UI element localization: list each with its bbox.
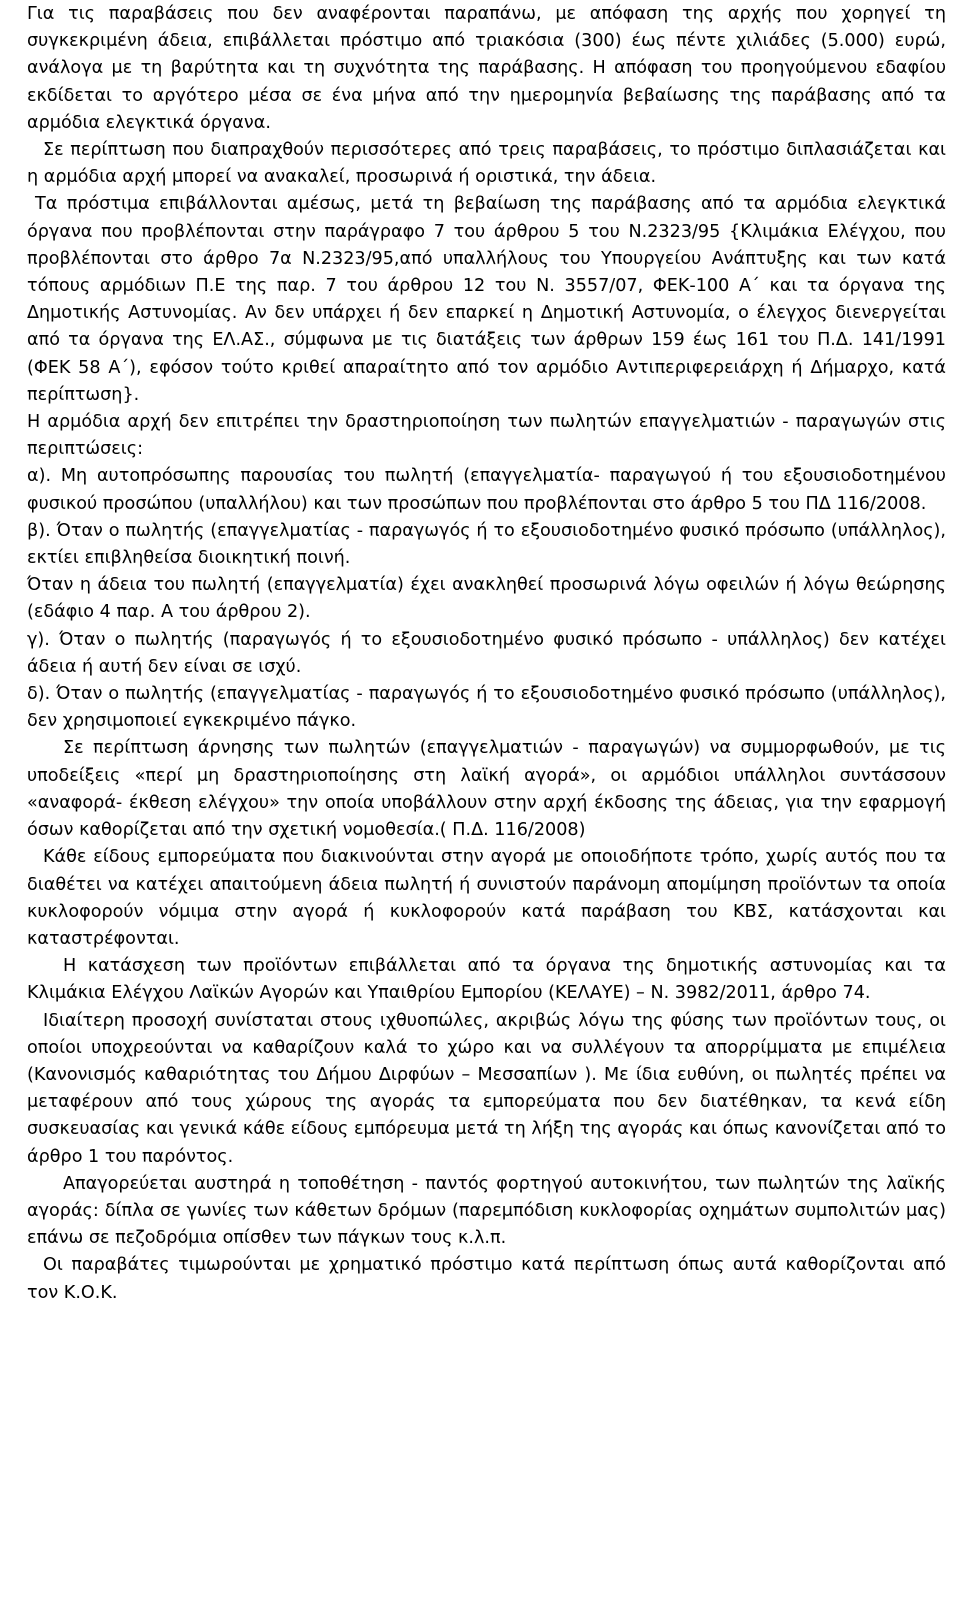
- paragraph-goods-confiscation: Κάθε είδους εμπορεύματα που διακινούνται στην αγορά με οποιοδήποτε τρόπο, χωρίς αυτός που τα διαθέτει να κατέχει απαιτούμενη άδεια πωλητή ή συνιστούν παράνομη απομίμηση προϊόντων τα οποία κυκλοφορούν νόμιμα στην αγορά ή κυκλοφορούν κατά παράβαση του ΚΒΣ, κατάσχονται και καταστρέφονται.: [27, 847, 946, 949]
- paragraph-fines-enforcement: Τα πρόστιμα επιβάλλονται αμέσως, μετά τη βεβαίωση της παράβασης από τα αρμόδια ελεγκτικά όργανα που προβλέπονται στην παράγραφο 7 του άρθρου 5 του Ν.2323/95 {Κλιμάκια Ελέγχου, που προβλέπονται στο άρθρο 7α Ν.2323/95,από υπαλλήλους του Υπουργείου Ανάπτυξης και των κατά τόπους αρμόδιων Π.Ε της παρ. 7 του άρθρου 12 του Ν. 3557/07, ΦΕΚ-100 Α΄ και τα όργανα της Δημοτικής Αστυνομίας. Αν δεν υπάρχει ή δεν επαρκεί η Δημοτική Αστυνομία, ο έλεγχος διενεργείται από τα όργανα της ΕΛ.ΑΣ., σύμφωνα με τις διατάξεις των άρθρων 159 έως 161 του Π.Δ. 141/1991 (ΦΕΚ 58 Α΄), εφόσον τούτο κριθεί απαραίτητο από τον αρμόδιο Αντιπεριφερειάρχη ή Δήμαρχο, κατά περίπτωση}.: [27, 194, 946, 405]
- paragraph-fines-other-violations: Για τις παραβάσεις που δεν αναφέρονται παραπάνω, με απόφαση της αρχής που χορηγεί τη συγκεκριμένη άδεια, επιβάλλεται πρόστιμο από τριακόσια (300) έως πέντε χιλιάδες (5.000) ευρώ, ανάλογα με τη βαρύτητα και τη συχνότητα της παράβασης. Η απόφαση του προηγούμενου εδαφίου εκδίδεται το αργότερο μέσα σε ένα μήνα από την ημερομηνία βεβαίωσης της παράβασης από τα αρμόδια ελεγκτικά όργανα.: [27, 4, 946, 133]
- paragraph-refusal-to-comply: Σε περίπτωση άρνησης των πωλητών (επαγγελματιών - παραγωγών) να συμμορφωθούν, με τις υποδείξεις «περί μη δραστηριοποίησης στη λαϊκή αγορά», οι αρμόδιοι υπάλληλοι συντάσσουν «αναφορά- έκθεση ελέγχου» την οποία υποβάλλουν στην αρχή έκδοσης της άδειας, για την εφαρμογή όσων καθορίζεται από την σχετική νομοθεσία.( Π.Δ. 116/2008): [27, 738, 946, 841]
- list-item-a: α). Μη αυτοπρόσωπης παρουσίας του πωλητή (επαγγελματία- παραγωγού ή του εξουσιοδοτημένου φυσικού προσώπου (υπαλλήλου) και των προσώπων που προβλέπονται στο άρθρο 5 του ΠΔ 116/2008.: [27, 466, 946, 514]
- paragraph-repeat-violations: Σε περίπτωση που διαπραχθούν περισσότερες από τρεις παραβάσεις, το πρόστιμο διπλασιάζεται και η αρμόδια αρχή μπορεί να ανακαλεί, προσωρινά ή οριστικά, την άδεια.: [27, 140, 946, 188]
- paragraph-activity-restrictions: Η αρμόδια αρχή δεν επιτρέπει την δραστηριοποίηση των πωλητών επαγγελματιών - παραγωγών στις περιπτώσεις:: [27, 412, 946, 460]
- paragraph-vehicle-parking-ban: Απαγορεύεται αυστηρά η τοποθέτηση - παντός φορτηγού αυτοκινήτου, των πωλητών της λαϊκής αγοράς: δίπλα σε γωνίες των κάθετων δρόμων (παρεμπόδιση κυκλοφορίας οχημάτων συμπολιτών μας) επάνω σε πεζοδρόμια οπίσθεν των πάγκων τους κ.λ.π.: [27, 1173, 946, 1249]
- list-item-c: γ). Όταν ο πωλητής (παραγωγός ή το εξουσιοδοτημένο φυσικό πρόσωπο - υπάλληλος) δεν κατέχει άδεια ή αυτή δεν είναι σε ισχύ.: [27, 629, 946, 677]
- paragraph-confiscation-authority: Η κατάσχεση των προϊόντων επιβάλλεται από τα όργανα της δημοτικής αστυνομίας και τα Κλιμάκια Ελέγχου Λαϊκών Αγορών και Υπαιθρίου Εμπορίου (ΚΕΛΑΥΕ) – Ν. 3982/2011, άρθρο 74.: [27, 956, 946, 1004]
- list-item-d: δ). Όταν ο πωλητής (επαγγελματίας - παραγωγός ή το εξουσιοδοτημένο φυσικό πρόσωπο (υπάλληλος), δεν χρησιμοποιεί εγκεκριμένο πάγκο.: [27, 684, 946, 732]
- list-item-b: β). Όταν ο πωλητής (επαγγελματίας - παραγωγός ή το εξουσιοδοτημένο φυσικό πρόσωπο (υπάλληλος), εκτίει επιβληθείσα διοικητική ποινή.: [27, 520, 946, 569]
- paragraph-license-revoked: Όταν η άδεια του πωλητή (επαγγελματία) έχει ανακληθεί προσωρινά λόγω οφειλών ή λόγω θεώρησης (εδάφιο 4 παρ. Α του άρθρου 2).: [27, 575, 946, 623]
- paragraph-fishmongers-cleanliness: Ιδιαίτερη προσοχή συνίσταται στους ιχθυοπώλες, ακριβώς λόγω της φύσης των προϊόντων τους, οι οποίοι υποχρεούνται να καθαρίζουν καλά το χώρο και να συλλέγουν τα απορρίμματα με επιμέλεια (Κανονισμός καθαριότητας του Δήμου Διρφύων – Μεσσαπίων ). Με ίδια ευθύνη, οι πωλητές πρέπει να μεταφέρουν από τους χώρους της αγοράς τα εμπορεύματα που δεν διατέθηκαν, τα κενά είδη συσκευασίας και γενικά κάθε είδους εμπόρευμα μετά τη λήξη της αγοράς και όπως κανονίζεται από το άρθρο 1 του παρόντος.: [27, 1010, 946, 1167]
- paragraph-offenders-penalty: Οι παραβάτες τιμωρούνται με χρηματικό πρόστιμο κατά περίπτωση όπως αυτά καθορίζονται από τον Κ.Ο.Κ.: [27, 1255, 946, 1303]
